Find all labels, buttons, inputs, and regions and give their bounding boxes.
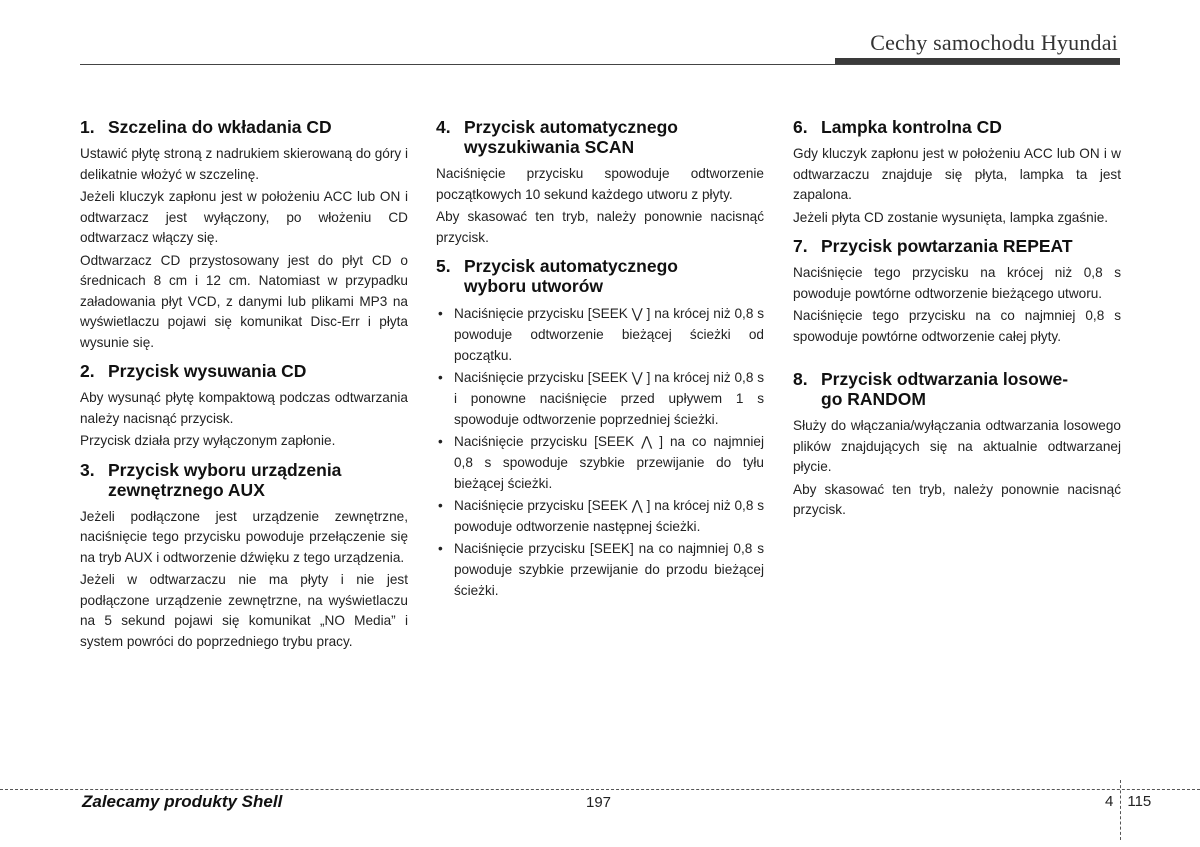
paragraph: Naciśnięcie tego przycisku na krócej niż 0,8 s powoduje powtórne odtworzenie bieżącego utworu. bbox=[793, 265, 1121, 301]
bullet-list bbox=[436, 303, 764, 601]
page-header-title: Cechy samochodu Hyundai bbox=[870, 30, 1118, 55]
paragraph: Aby wysunąć płytę kompaktową podczas odtwarzania należy nacisnąć przycisk. bbox=[80, 390, 408, 426]
section-number: 8. bbox=[793, 369, 808, 389]
section-title-continued: wyboru utworów bbox=[464, 276, 604, 296]
section-title: Przycisk automatycznego bbox=[464, 256, 678, 276]
bullet-marker: • bbox=[438, 434, 443, 449]
footer-vertical-divider bbox=[1120, 780, 1121, 840]
section-title: Przycisk odtwarzania losowe- bbox=[821, 369, 1069, 389]
list-item-text: Naciśnięcie przycisku [SEEK ⋀ ] na co najmniej 0,8 s spowoduje szybkie przewijanie do tyłu bieżącej ścieżki. bbox=[454, 434, 764, 491]
list-item bbox=[436, 303, 764, 366]
chapter-page-number: 115 bbox=[1127, 793, 1152, 810]
list-item-text: Naciśnięcie przycisku [SEEK ⋀ ] na krócej niż 0,8 s powoduje odtworzenie następnej ścieżki. bbox=[454, 498, 764, 534]
footer-chapter-page bbox=[1105, 793, 1151, 810]
section-1-heading bbox=[80, 117, 408, 137]
bullet-marker: • bbox=[438, 306, 443, 321]
section-number: 3. bbox=[80, 459, 95, 480]
paragraph: Naciśnięcie przycisku spowoduje odtworzenie początkowych 10 sekund każdego utworu z płyty. bbox=[436, 166, 764, 202]
section-4-heading bbox=[436, 117, 764, 157]
column-right bbox=[793, 117, 1121, 523]
column-left bbox=[80, 117, 408, 654]
section-title-continued: wyszukiwania SCAN bbox=[464, 137, 635, 157]
list-item bbox=[436, 367, 764, 430]
section-number: 5. bbox=[436, 256, 451, 276]
chapter-number: 4 bbox=[1105, 793, 1114, 810]
paragraph: Odtwarzacz CD przystosowany jest do płyt CD o średnicach 8 cm i 12 cm. Natomiast w przypadku załadowania płyt VCD, z danymi lub plikami MP3 na wyświetlaczu pojawi się komunikat Disc-Err i płyta wysunie się. bbox=[80, 252, 408, 350]
section-title: Szczelina do wkładania CD bbox=[108, 117, 332, 137]
paragraph: Naciśnięcie tego przycisku na co najmniej 0,8 s spowoduje powtórne odtworzenie całej płyty. bbox=[793, 308, 1121, 344]
list-item bbox=[436, 538, 764, 601]
section-title-continued: zewnętrznego AUX bbox=[108, 479, 265, 500]
section-number: 4. bbox=[436, 117, 451, 137]
section-number: 7. bbox=[793, 236, 808, 256]
section-7-heading bbox=[793, 236, 1121, 256]
section-5-heading bbox=[436, 256, 764, 296]
section-title-continued: go RANDOM bbox=[821, 389, 926, 409]
section-title: Przycisk wysuwania CD bbox=[108, 361, 307, 381]
column-middle bbox=[436, 117, 764, 602]
section-6-heading bbox=[793, 117, 1121, 137]
paragraph: Jeżeli w odtwarzaczu nie ma płyty i nie jest podłączone urządzenie zewnętrzne, na wyświetlaczu na 5 sekund pojawi się komunikat „NO Media” i system powróci do poprzedniego trybu pracy. bbox=[80, 572, 408, 649]
bullet-marker: • bbox=[438, 498, 443, 513]
section-number: 6. bbox=[793, 117, 808, 137]
section-2-heading bbox=[80, 361, 408, 381]
list-item-text: Naciśnięcie przycisku [SEEK ⋁ ] na krócej niż 0,8 s i ponowne naciśnięcie przed upływem 1 s spowoduje odtworzenie poprzedniej ścieżki. bbox=[454, 370, 764, 427]
list-item-text: Naciśnięcie przycisku [SEEK] na co najmniej 0,8 s powoduje szybkie przewijanie do przodu bieżącej ścieżki. bbox=[454, 541, 764, 598]
bullet-marker: • bbox=[438, 541, 443, 556]
footer-page-number: 197 bbox=[586, 794, 612, 811]
section-number: 1. bbox=[80, 117, 95, 137]
section-title: Lampka kontrolna CD bbox=[821, 117, 1002, 137]
list-item bbox=[436, 431, 764, 494]
list-item bbox=[436, 495, 764, 537]
paragraph: Jeżeli podłączone jest urządzenie zewnętrzne, naciśnięcie tego przycisku powoduje przełączenie się na tryb AUX i odtworzenie dźwięku z tego urządzenia. bbox=[80, 508, 408, 565]
section-title: Przycisk automatycznego bbox=[464, 117, 678, 137]
footer-slogan: Zalecamy produkty Shell bbox=[82, 792, 283, 811]
paragraph: Ustawić płytę stroną z nadrukiem skierowaną do góry i delikatnie włożyć w szczelinę. bbox=[80, 146, 408, 182]
paragraph: Służy do włączania/wyłączania odtwarzania losowego plików znajdujących się na aktualnie odtwarzanej płycie. bbox=[793, 418, 1121, 474]
paragraph: Gdy kluczyk zapłonu jest w położeniu ACC lub ON i w odtwarzaczu znajduje się płyta, lampka ta jest zapalona. bbox=[793, 146, 1121, 202]
paragraph: Aby skasować ten tryb, należy ponownie nacisnąć przycisk. bbox=[793, 481, 1121, 517]
paragraph: Jeżeli płyta CD zostanie wysunięta, lampka zgaśnie. bbox=[793, 209, 1109, 225]
paragraph: Przycisk działa przy wyłączonym zapłonie. bbox=[80, 433, 336, 448]
section-3-heading bbox=[80, 460, 408, 500]
bullet-marker: • bbox=[438, 370, 443, 385]
list-item-text: Naciśnięcie przycisku [SEEK ⋁ ] na krócej niż 0,8 s powoduje odtworzenie bieżącej ścieżki od początku. bbox=[454, 306, 764, 363]
section-title: Przycisk wyboru urządzenia bbox=[108, 459, 342, 480]
paragraph: Aby skasować ten tryb, należy ponownie nacisnąć przycisk. bbox=[436, 209, 764, 245]
section-8-heading bbox=[793, 369, 1121, 409]
footer-divider bbox=[0, 789, 1200, 790]
header-divider bbox=[80, 64, 1120, 65]
paragraph: Jeżeli kluczyk zapłonu jest w położeniu ACC lub ON i odtwarzacz jest wyłączony, po włożeniu CD odtwarzacz włączy się. bbox=[80, 189, 408, 245]
section-title: Przycisk powtarzania REPEAT bbox=[821, 236, 1073, 256]
section-number: 2. bbox=[80, 361, 95, 381]
